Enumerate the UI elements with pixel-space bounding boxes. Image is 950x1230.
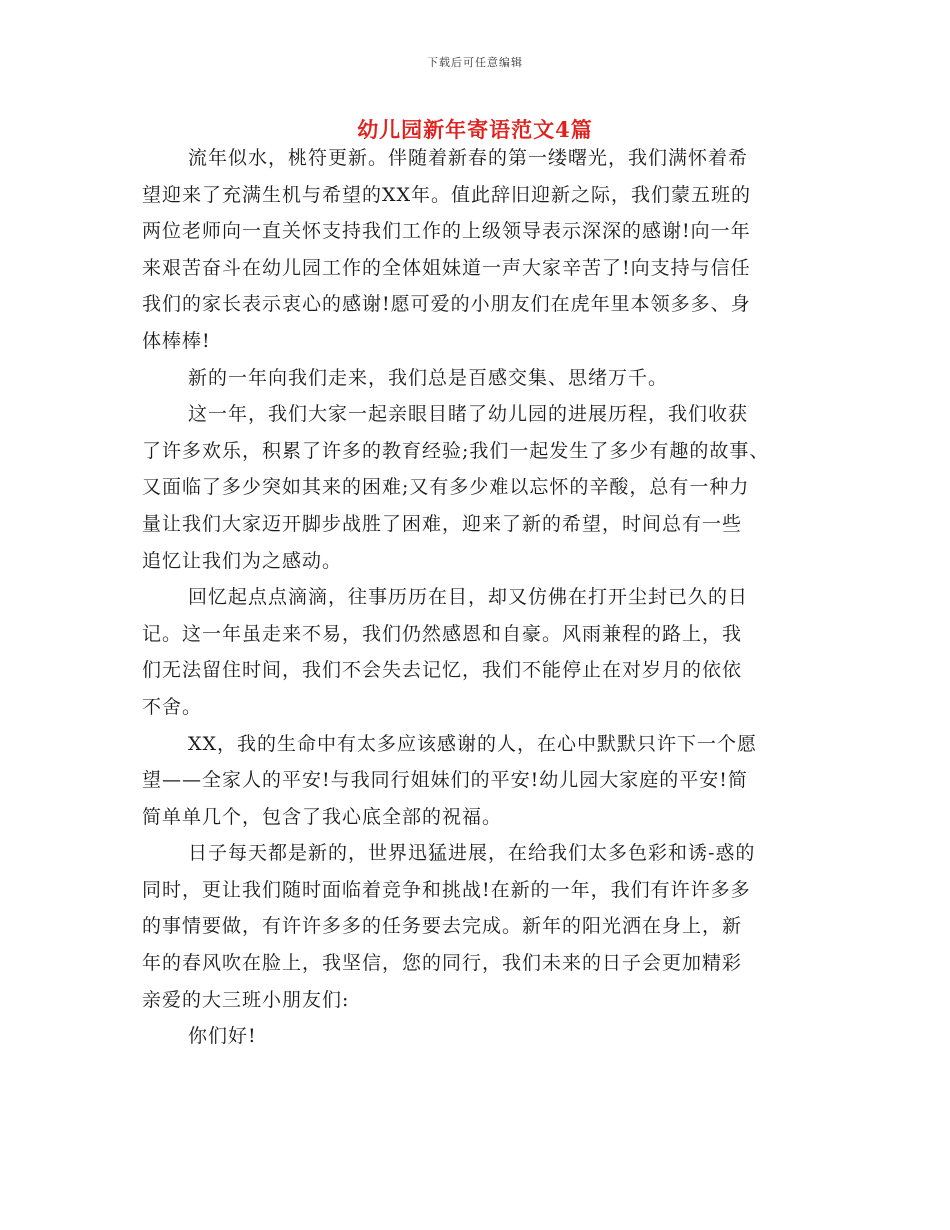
paragraph-line: 年的春风吹在脸上，我坚信，您的同行，我们未来的日子会更加精彩 <box>142 952 743 975</box>
paragraph-line: 们无法留住时间，我们不会失去记忆，我们不能停止在对岁月的依依 <box>142 659 743 682</box>
header-note: 下载后可任意编辑 <box>427 56 523 69</box>
paragraph-line: 追忆让我们为之感动。 <box>142 549 343 572</box>
document-body <box>142 140 818 1055</box>
paragraph-line: 记。这一年虽走来不易，我们仍然感恩和自豪。风雨兼程的路上，我 <box>142 622 743 645</box>
paragraph-line: 望——全家人的平安!与我同行姐妹们的平安!幼儿园大家庭的平安!简 <box>142 769 748 792</box>
paragraph-line: 量让我们大家迈开脚步战胜了困难，迎来了新的希望，时间总有一些 <box>142 512 743 535</box>
paragraph-line: 你们好! <box>188 1025 257 1048</box>
paragraph-line: 不舍。 <box>142 695 203 718</box>
paragraph-line: 的事情要做，有许许多多的任务要去完成。新年的阳光洒在身上，新 <box>142 915 743 938</box>
paragraph-line: 又面临了多少突如其来的困难;又有多少难以忘怀的辛酸，总有一种力 <box>142 476 750 499</box>
paragraph-line: 这一年，我们大家一起亲眼目睹了幼儿园的进展历程，我们收获 <box>188 403 749 426</box>
paragraph-line: 来艰苦奋斗在幼儿园工作的全体姐妹道一声大家辛苦了!向支持与信任 <box>142 256 751 279</box>
paragraph-line: 同时，更让我们随时面临着竞争和挑战!在新的一年，我们有许许多多 <box>142 878 751 901</box>
paragraph-line: 流年似水，桃符更新。伴随着新春的第一缕曙光，我们满怀着希 <box>188 147 749 169</box>
paragraph-line: 新的一年向我们走来，我们总是百感交集、思绪万千。 <box>188 366 669 389</box>
paragraph-line: 我们的家长表示衷心的感谢!愿可爱的小朋友们在虎年里本领多多、身 <box>142 293 751 316</box>
paragraph-line: 望迎来了充满生机与希望的XX年。值此辞旧迎新之际，我们蒙五班的 <box>142 183 752 206</box>
paragraph-line: 回忆起点点滴滴，往事历历在目，却又仿佛在打开尘封已久的日 <box>188 586 749 609</box>
paragraph-line: 了许多欢乐，积累了许多的教育经验;我们一起发生了多少有趣的故事、 <box>142 439 770 462</box>
paragraph-line: XX，我的生命中有太多应该感谢的人，在心中默默只许下一个愿 <box>188 732 758 755</box>
paragraph-line: 简单单几个，包含了我心底全部的祝福。 <box>142 805 503 828</box>
paragraph-line: 日子每天都是新的，世界迅猛进展，在给我们太多色彩和诱-惑的 <box>188 842 756 865</box>
paragraph-line: 亲爱的大三班小朋友们: <box>142 988 350 1011</box>
paragraph-line: 两位老师向一直关怀支持我们工作的上级领导表示深深的感谢!向一年 <box>142 220 751 243</box>
document-title: 幼儿园新年寄语范文4篇 <box>357 117 593 142</box>
paragraph-line: 体棒棒! <box>142 329 211 352</box>
